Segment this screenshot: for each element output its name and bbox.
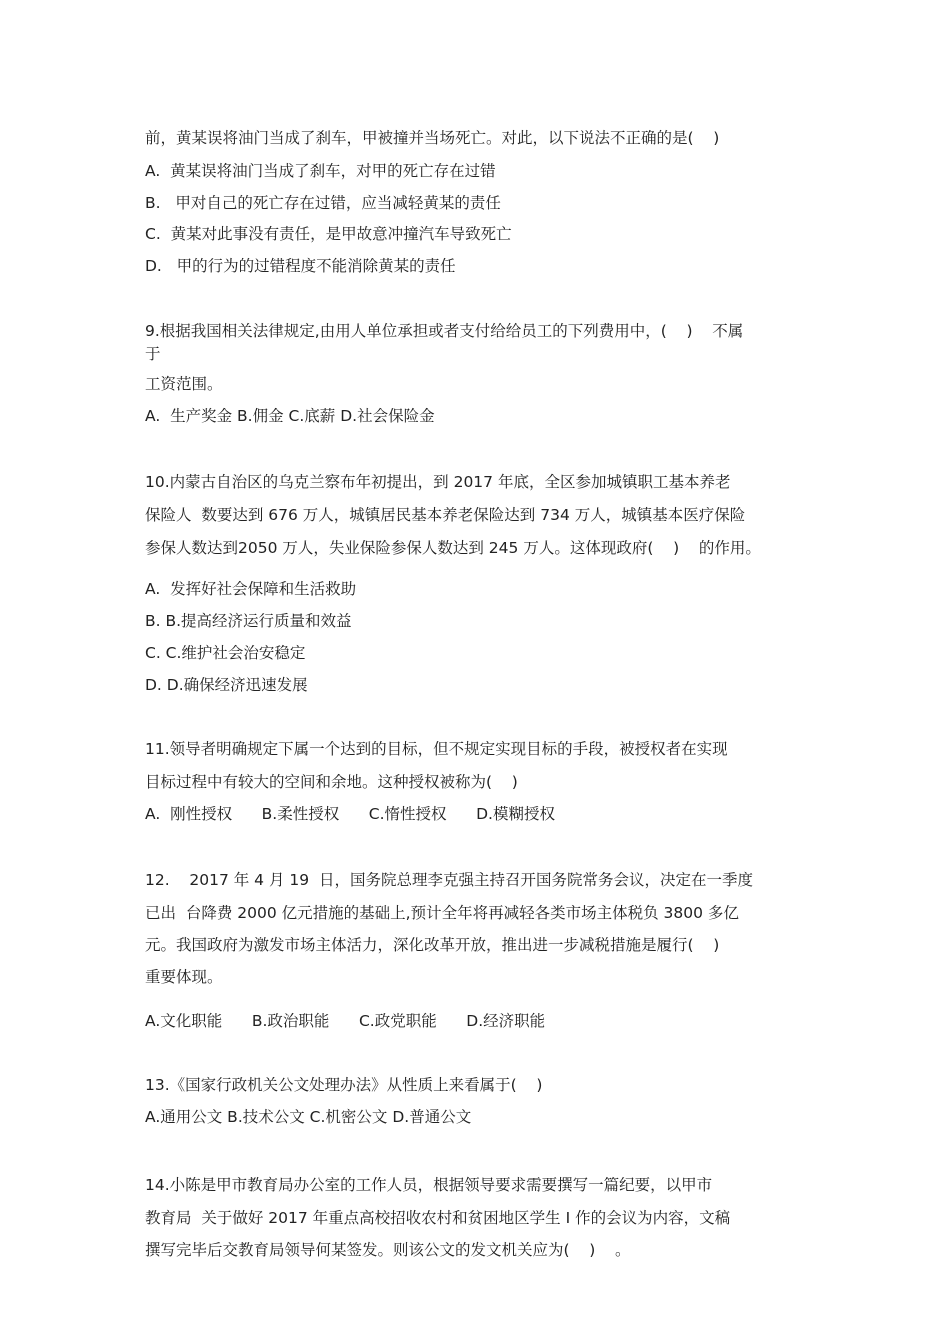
q9-stem-line3: 工资范围。	[145, 375, 223, 393]
q14-stem-line2: 教育局 关于做好 2017 年重点高校招收农村和贫困地区学生 I 作的会议为内容，文稿	[145, 1209, 731, 1227]
q8-stem: 前，黄某误将油门当成了刹车，甲被撞并当场死亡。对此，以下说法不正确的是( )	[145, 129, 720, 147]
q13-stem: 13.《国家行政机关公文处理办法》从性质上来看属于( )	[145, 1076, 543, 1094]
q9-stem-line1: 9.根据我国相关法律规定,由用人单位承担或者支付给给员工的下列费用中，( ) 不属	[145, 322, 744, 340]
q12-stem-line4: 重要体现。	[145, 968, 223, 986]
q10-option-b: B. B.提高经济运行质量和效益	[145, 612, 352, 630]
q14-stem-line1: 14.小陈是甲市教育局办公室的工作人员，根据领导要求需要撰写一篇纪要，以甲市	[145, 1176, 713, 1194]
q12-options: A.文化职能 B.政治职能 C.政党职能 D.经济职能	[145, 1012, 546, 1030]
q14-stem-line3: 撰写完毕后交教育局领导何某签发。则该公文的发文机关应为( ) 。	[145, 1241, 631, 1259]
q12-stem-line3: 元。我国政府为激发市场主体活力，深化改革开放，推出进一步减税措施是履行( )	[145, 936, 720, 954]
q11-stem-line1: 11.领导者明确规定下属一个达到的目标，但不规定实现目标的手段，被授权者在实现	[145, 740, 728, 758]
q10-stem-line3: 参保人数达到2050 万人，失业保险参保人数达到 245 万人。这体现政府( ) 的作用。	[145, 539, 761, 557]
q12-stem-line2: 已出 台降费 2000 亿元措施的基础上,预计全年将再减轻各类市场主体税负 3800 多亿	[145, 904, 739, 922]
q10-stem-line1: 10.内蒙古自治区的乌克兰察布年初提出，到 2017 年底，全区参加城镇职工基本养老	[145, 473, 731, 491]
q9-options: A. 生产奖金 B.佣金 C.底薪 D.社会保险金	[145, 407, 435, 425]
q8-option-b: B. 甲对自己的死亡存在过错，应当减轻黄某的责任	[145, 194, 501, 212]
q10-option-c: C. C.维护社会治安稳定	[145, 644, 306, 662]
q8-option-d: D. 甲的行为的过错程度不能消除黄某的责任	[145, 257, 456, 275]
q8-option-c: C. 黄某对此事没有责任，是甲故意冲撞汽车导致死亡	[145, 225, 512, 243]
q8-option-a: A. 黄某误将油门当成了刹车，对甲的死亡存在过错	[145, 162, 496, 180]
q12-stem-line1: 12. 2017 年 4 月 19 日，国务院总理李克强主持召开国务院常务会议，决定在一季度	[145, 871, 753, 889]
q10-option-d: D. D.确保经济迅速发展	[145, 676, 308, 694]
q11-stem-line2: 目标过程中有较大的空间和余地。这种授权被称为( )	[145, 773, 518, 791]
q11-options: A. 刚性授权 B.柔性授权 C.惰性授权 D.模糊授权	[145, 805, 555, 823]
q10-option-a: A. 发挥好社会保障和生活救助	[145, 580, 357, 598]
q10-stem-line2: 保险人 数要达到 676 万人，城镇居民基本养老保险达到 734 万人，城镇基本医疗保险	[145, 506, 746, 524]
q9-stem-line2: 于	[145, 345, 161, 363]
q13-options: A.通用公文 B.技术公文 C.机密公文 D.普通公文	[145, 1108, 472, 1126]
